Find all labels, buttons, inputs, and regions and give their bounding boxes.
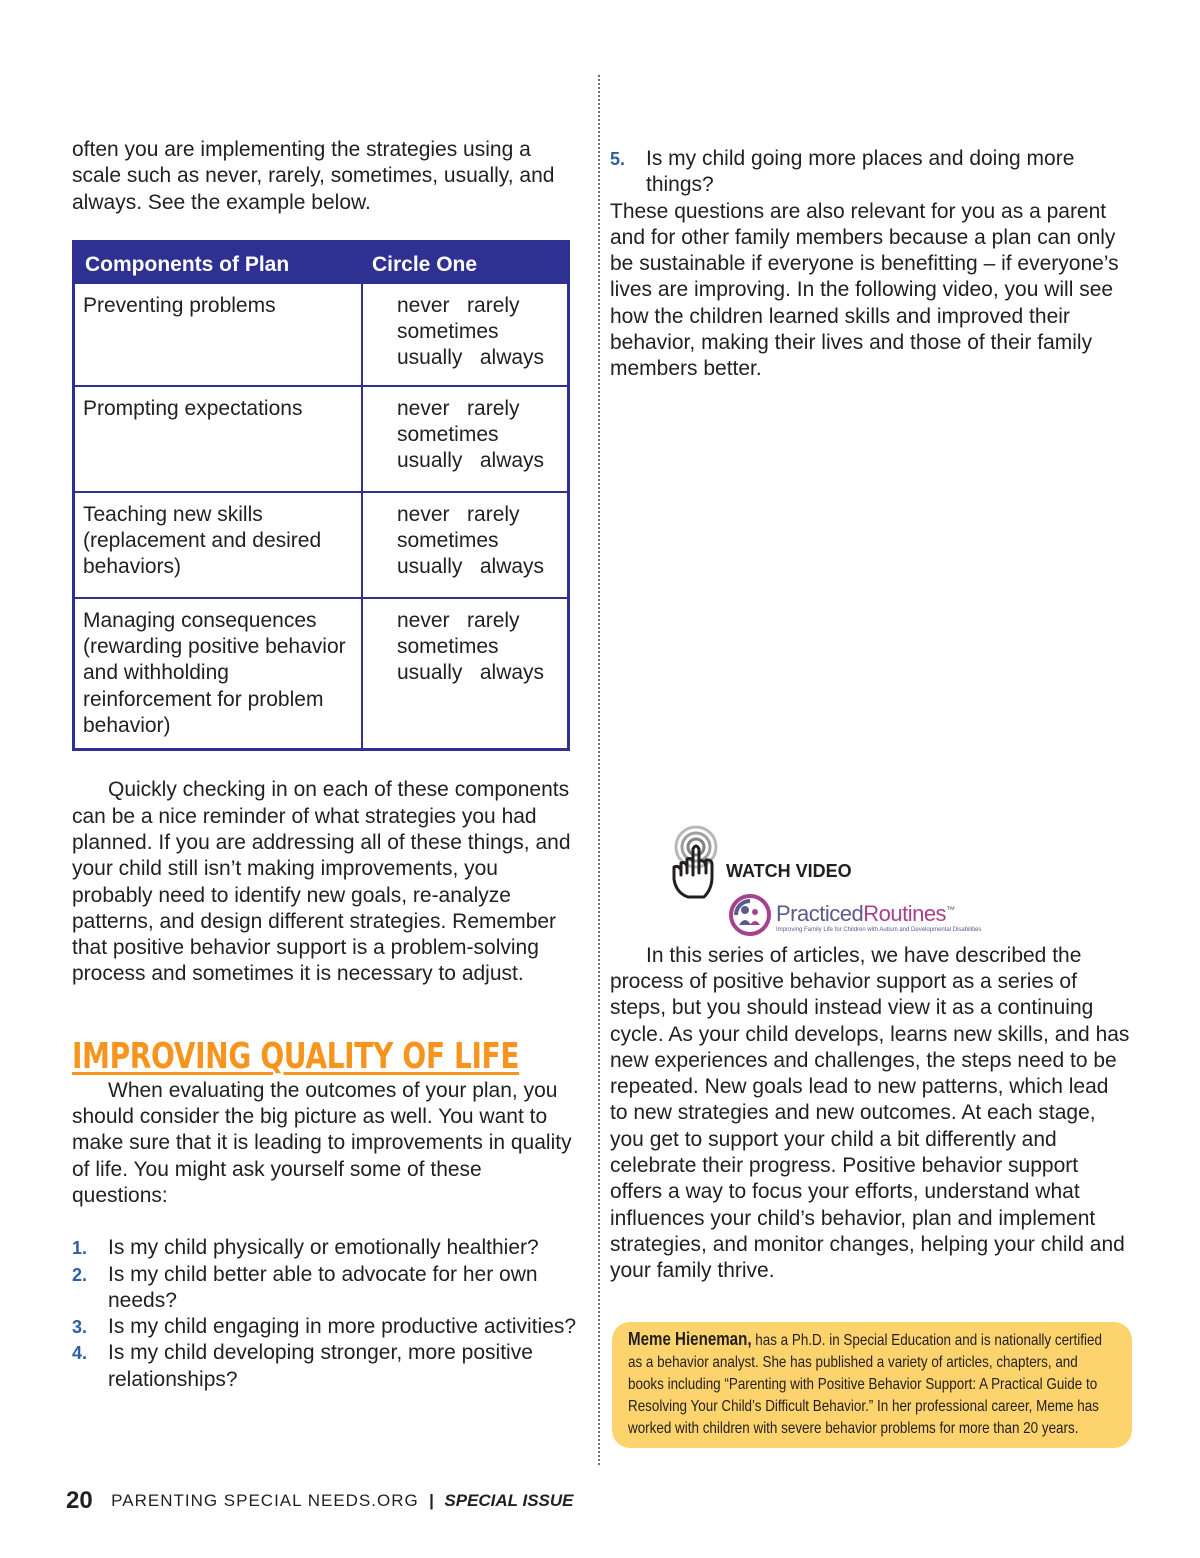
table-row bbox=[74, 386, 569, 492]
intro-paragraph: often you are implementing the strategies using a scale such as never, rarely, sometimes, usually, and always. See the example below. bbox=[72, 138, 555, 214]
header-components: Components of Plan bbox=[74, 241, 363, 283]
option-line: never rarely bbox=[397, 396, 520, 420]
questions-list bbox=[72, 1235, 582, 1393]
option-line: sometimes bbox=[397, 635, 499, 659]
component-cell: Managing consequences (rewarding positive behavior and withholding reinforcement for problem behavior) bbox=[74, 598, 363, 750]
table-row bbox=[74, 598, 569, 750]
watch-video-link[interactable] bbox=[610, 823, 1130, 943]
list-text: Is my child going more places and doing more things? bbox=[646, 147, 1075, 197]
page-footer bbox=[66, 1487, 574, 1515]
header-circle-one: Circle One bbox=[362, 241, 569, 283]
options-cell bbox=[362, 492, 569, 598]
option-line: usually always bbox=[397, 346, 545, 370]
list-number: 2. bbox=[72, 1264, 88, 1285]
tap-hand-icon bbox=[646, 823, 726, 903]
author-bio-text bbox=[628, 1328, 1117, 1440]
footer-separator: | bbox=[429, 1491, 434, 1510]
right-column bbox=[610, 146, 1130, 1285]
list-text: Is my child better able to advocate for her own needs? bbox=[108, 1262, 538, 1312]
component-cell: Prompting expectations bbox=[74, 386, 363, 492]
page-number: 20 bbox=[66, 1487, 93, 1514]
list-text: Is my child engaging in more productive activities? bbox=[108, 1315, 577, 1339]
component-cell: Preventing problems bbox=[74, 283, 363, 386]
logo-word-accent: Routines bbox=[863, 900, 947, 926]
list-number: 1. bbox=[72, 1238, 88, 1259]
plan-components-table bbox=[72, 240, 570, 752]
option-line: usually always bbox=[397, 661, 545, 685]
list-number: 3. bbox=[72, 1317, 88, 1338]
practiced-routines-logo-icon bbox=[728, 893, 772, 937]
list-item bbox=[610, 146, 1130, 199]
left-column bbox=[72, 137, 582, 1393]
table-row bbox=[74, 283, 569, 386]
series-paragraph: In this series of articles, we have described the process of positive behavior support as a series of steps, but you should instead view it as a continuing cycle. As your child develops, learns new skills, and has new experiences and challenges, the steps need to be repeated. New goals lead to new patterns, which lead to new strategies and new outcomes. At each stage, you get to support your child a bit differently and celebrate their progress. Positive behavior support offers a way to focus your efforts, understand what influences your child’s behavior, plan and implement strategies, and monitor changes, helping your child and your family thrive. bbox=[610, 943, 1130, 1283]
table-header-row bbox=[74, 241, 569, 283]
option-line: never rarely bbox=[397, 293, 520, 317]
relevant-paragraph: These questions are also relevant for you as a parent and for other family members because a plan can only be sustainable if everyone is benefitting – if everyone’s lives are improving. In the following video, you will see how the children learned skills and improved their behavior, making their lives and those of their family members better. bbox=[610, 199, 1119, 381]
author-bio: has a Ph.D. in Special Education and is nationally certified as a behavior analyst. She has published a variety of articles, chapters, and books including “Parenting with Positive Behavior Support: A Practical Guide to Resolving Your Child’s Difficult Behavior.” In her professional career, Meme has worked with children with severe behavior problems for more than 20 years. bbox=[628, 1332, 1102, 1437]
list-item bbox=[72, 1235, 582, 1261]
section-heading: IMPROVING QUALITY OF LIFE bbox=[72, 1035, 520, 1077]
option-line: usually always bbox=[397, 449, 545, 473]
option-line: sometimes bbox=[397, 423, 499, 447]
evaluate-paragraph: When evaluating the outcomes of your plan, you should consider the big picture as well. You want to make sure that it is leading to improvements in quality of life. You might ask yourself some of these questions: bbox=[72, 1078, 572, 1207]
logo-word-main: Practiced bbox=[776, 900, 864, 926]
logo-tagline: Improving Family Life for Children with Autism and Developmental Disabilities bbox=[776, 926, 982, 933]
questions-list-continued bbox=[610, 146, 1130, 199]
list-item bbox=[72, 1314, 582, 1340]
issue-label: SPECIAL ISSUE bbox=[444, 1491, 574, 1510]
list-number: 5. bbox=[610, 149, 626, 169]
column-divider bbox=[598, 75, 600, 1465]
check-in-paragraph: Quickly checking in on each of these components can be a nice reminder of what strategies you had planned. If you are addressing all of these things, and your child still isn’t making improvements, you probably need to identify new goals, re-analyze patterns, and design different strategies. Remember that positive behavior support is a problem-solving process and sometimes it is necessary to adjust. bbox=[72, 778, 571, 986]
options-cell bbox=[362, 283, 569, 386]
list-text: Is my child physically or emotionally healthier? bbox=[108, 1236, 539, 1260]
logo-trademark: ™ bbox=[946, 904, 955, 915]
list-item bbox=[72, 1262, 582, 1315]
table-row bbox=[74, 492, 569, 598]
watch-video-label: WATCH VIDEO bbox=[726, 860, 852, 881]
options-cell bbox=[362, 386, 569, 492]
option-line: never rarely bbox=[397, 608, 520, 632]
option-line: never rarely bbox=[397, 502, 520, 526]
author-bio-box bbox=[612, 1322, 1132, 1448]
list-number: 4. bbox=[72, 1343, 88, 1364]
list-item bbox=[72, 1340, 582, 1393]
component-cell: Teaching new skills (replacement and desired behaviors) bbox=[74, 492, 363, 598]
publication-name: PARENTING SPECIAL NEEDS.ORG bbox=[111, 1491, 419, 1510]
option-line: usually always bbox=[397, 555, 545, 579]
option-line: sometimes bbox=[397, 529, 499, 553]
author-name: Meme Hieneman, bbox=[628, 1329, 752, 1349]
list-text: Is my child developing stronger, more positive relationships? bbox=[108, 1341, 533, 1391]
option-line: sometimes bbox=[397, 320, 499, 344]
options-cell bbox=[362, 598, 569, 750]
logo-wordmark bbox=[776, 901, 955, 927]
